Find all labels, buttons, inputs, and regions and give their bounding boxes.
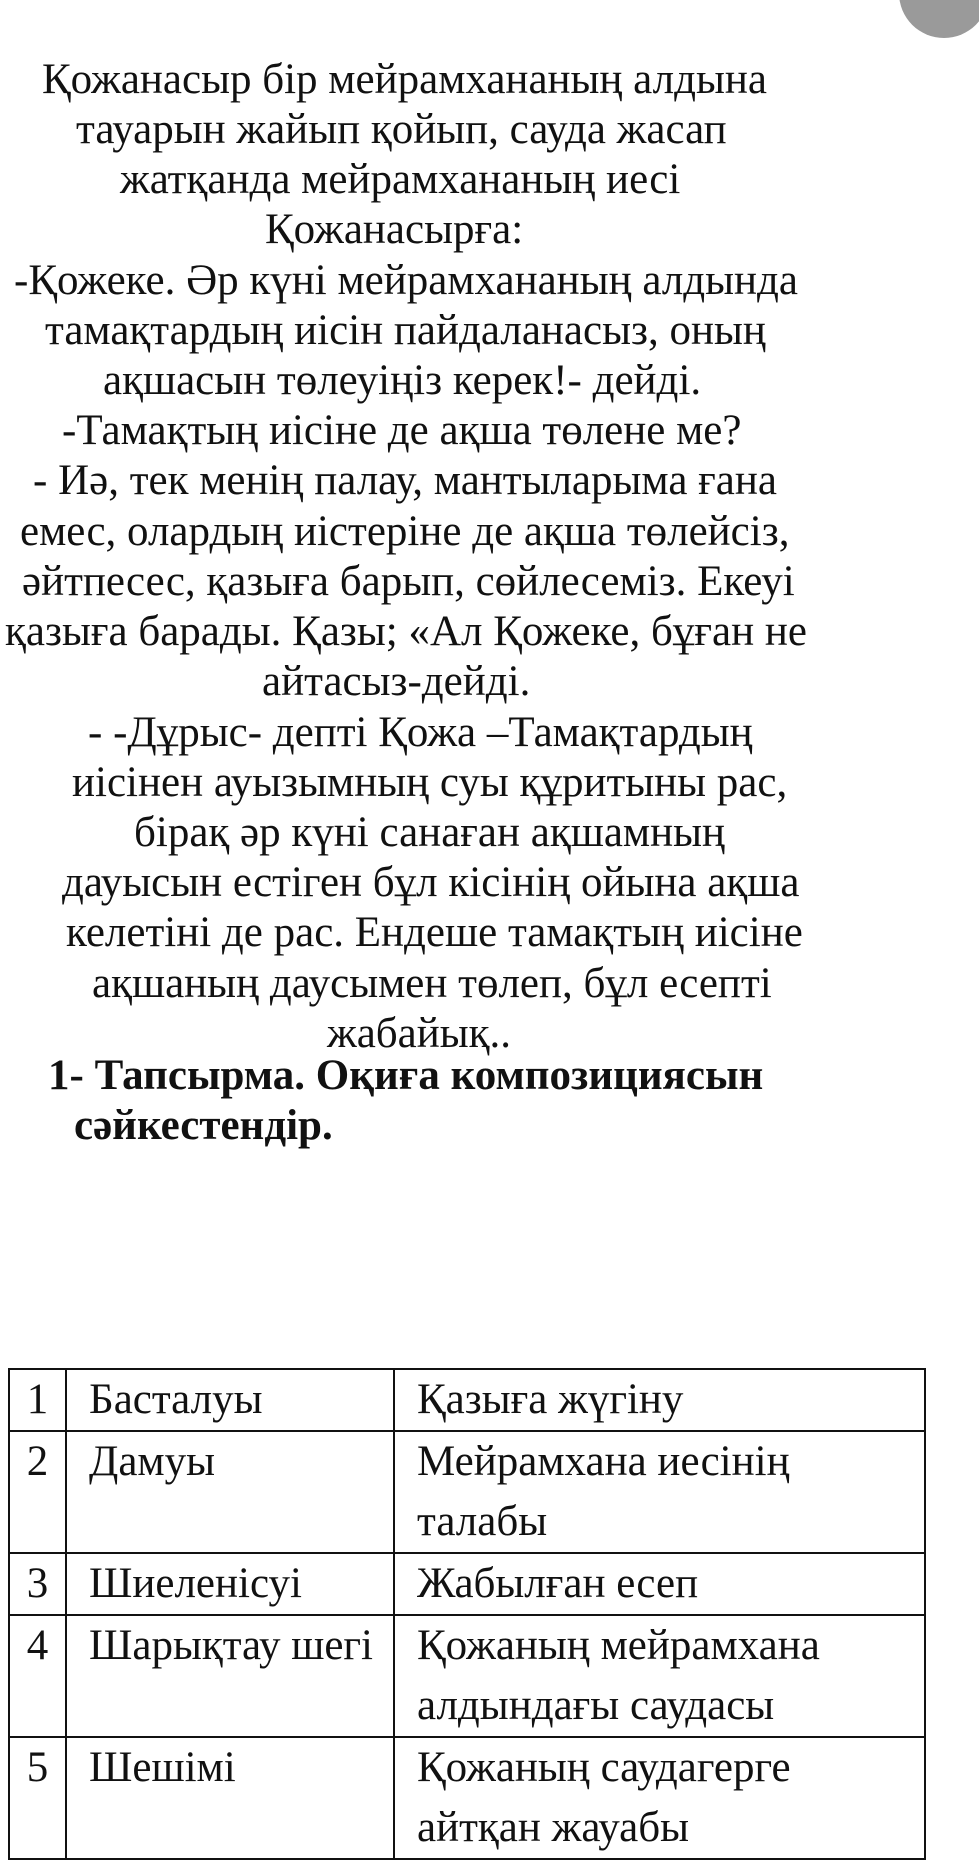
row-event: Қожаның мейрамхана алдындағы саудасы <box>394 1615 925 1737</box>
row-number: 4 <box>9 1615 66 1737</box>
story-line: Қожанасыр бір мейрамхананың алдына <box>42 56 767 103</box>
story-line: әйтпесес, қазыға барып, сөйлесеміз. Екеуі <box>22 558 795 605</box>
story-line: иісінен ауызымның суы құритыны рас, <box>72 759 788 806</box>
story-line: дауысын естіген бұл кісінің ойына ақша <box>62 859 800 906</box>
row-event: Қазыға жүгіну <box>394 1369 925 1431</box>
row-number: 1 <box>9 1369 66 1431</box>
story-line: бірақ әр күні санаған ақшамның <box>134 809 726 856</box>
story-line: -Тамақтың иісіне де ақша төлене ме? <box>62 407 742 454</box>
table-row <box>9 1553 925 1615</box>
row-stage: Шешімі <box>66 1737 394 1859</box>
row-stage: Басталуы <box>66 1369 394 1431</box>
table-row <box>9 1431 925 1553</box>
story-line: -Қожеке. Әр күні мейрамхананың алдында <box>14 257 799 304</box>
corner-circle-decoration <box>899 0 979 38</box>
task-heading-line2: сәйкестендір. <box>74 1102 333 1149</box>
story-line: тауарын жайып қойып, сауда жасап <box>76 106 727 153</box>
row-event: Қожаның саудагерге айтқан жауабы <box>394 1737 925 1859</box>
table-row <box>9 1615 925 1737</box>
story-line: жатқанда мейрамхананың иесі <box>120 156 681 203</box>
story-line: келетіні де рас. Ендеше тамақтың иісіне <box>66 909 803 956</box>
story-line: Қожанасырға: <box>265 206 524 253</box>
task-heading-line1: 1- Тапсырма. Оқиға композициясын <box>48 1052 764 1099</box>
story-line: қазыға барады. Қазы; «Ал Қожеке, бұған не <box>5 608 807 655</box>
row-stage: Шарықтау шегі <box>66 1615 394 1737</box>
row-stage: Шиеленісуі <box>66 1553 394 1615</box>
story-line: - -Дұрыс- депті Қожа –Тамақтардың <box>88 709 753 756</box>
story-line: ақшасын төлеуіңіз керек!- дейді. <box>103 357 702 404</box>
row-number: 5 <box>9 1737 66 1859</box>
story-line: - Иә, тек менің палау, мантыларыма ғана <box>33 457 777 504</box>
row-event: Мейрамхана иесінің талабы <box>394 1431 925 1553</box>
story-line: емес, олардың иістеріне де ақша төлейсіз, <box>20 508 790 555</box>
composition-table <box>8 1368 926 1860</box>
row-number: 2 <box>9 1431 66 1553</box>
table-row <box>9 1737 925 1859</box>
row-event: Жабылған есеп <box>394 1553 925 1615</box>
story-line: тамақтардың иісін пайдаланасыз, оның <box>45 307 766 354</box>
story-line: жабайық.. <box>327 1010 512 1057</box>
table-row <box>9 1369 925 1431</box>
story-line: айтасыз-дейді. <box>262 658 531 705</box>
story-line: ақшаның даусымен төлеп, бұл есепті <box>92 960 772 1007</box>
row-number: 3 <box>9 1553 66 1615</box>
row-stage: Дамуы <box>66 1431 394 1553</box>
